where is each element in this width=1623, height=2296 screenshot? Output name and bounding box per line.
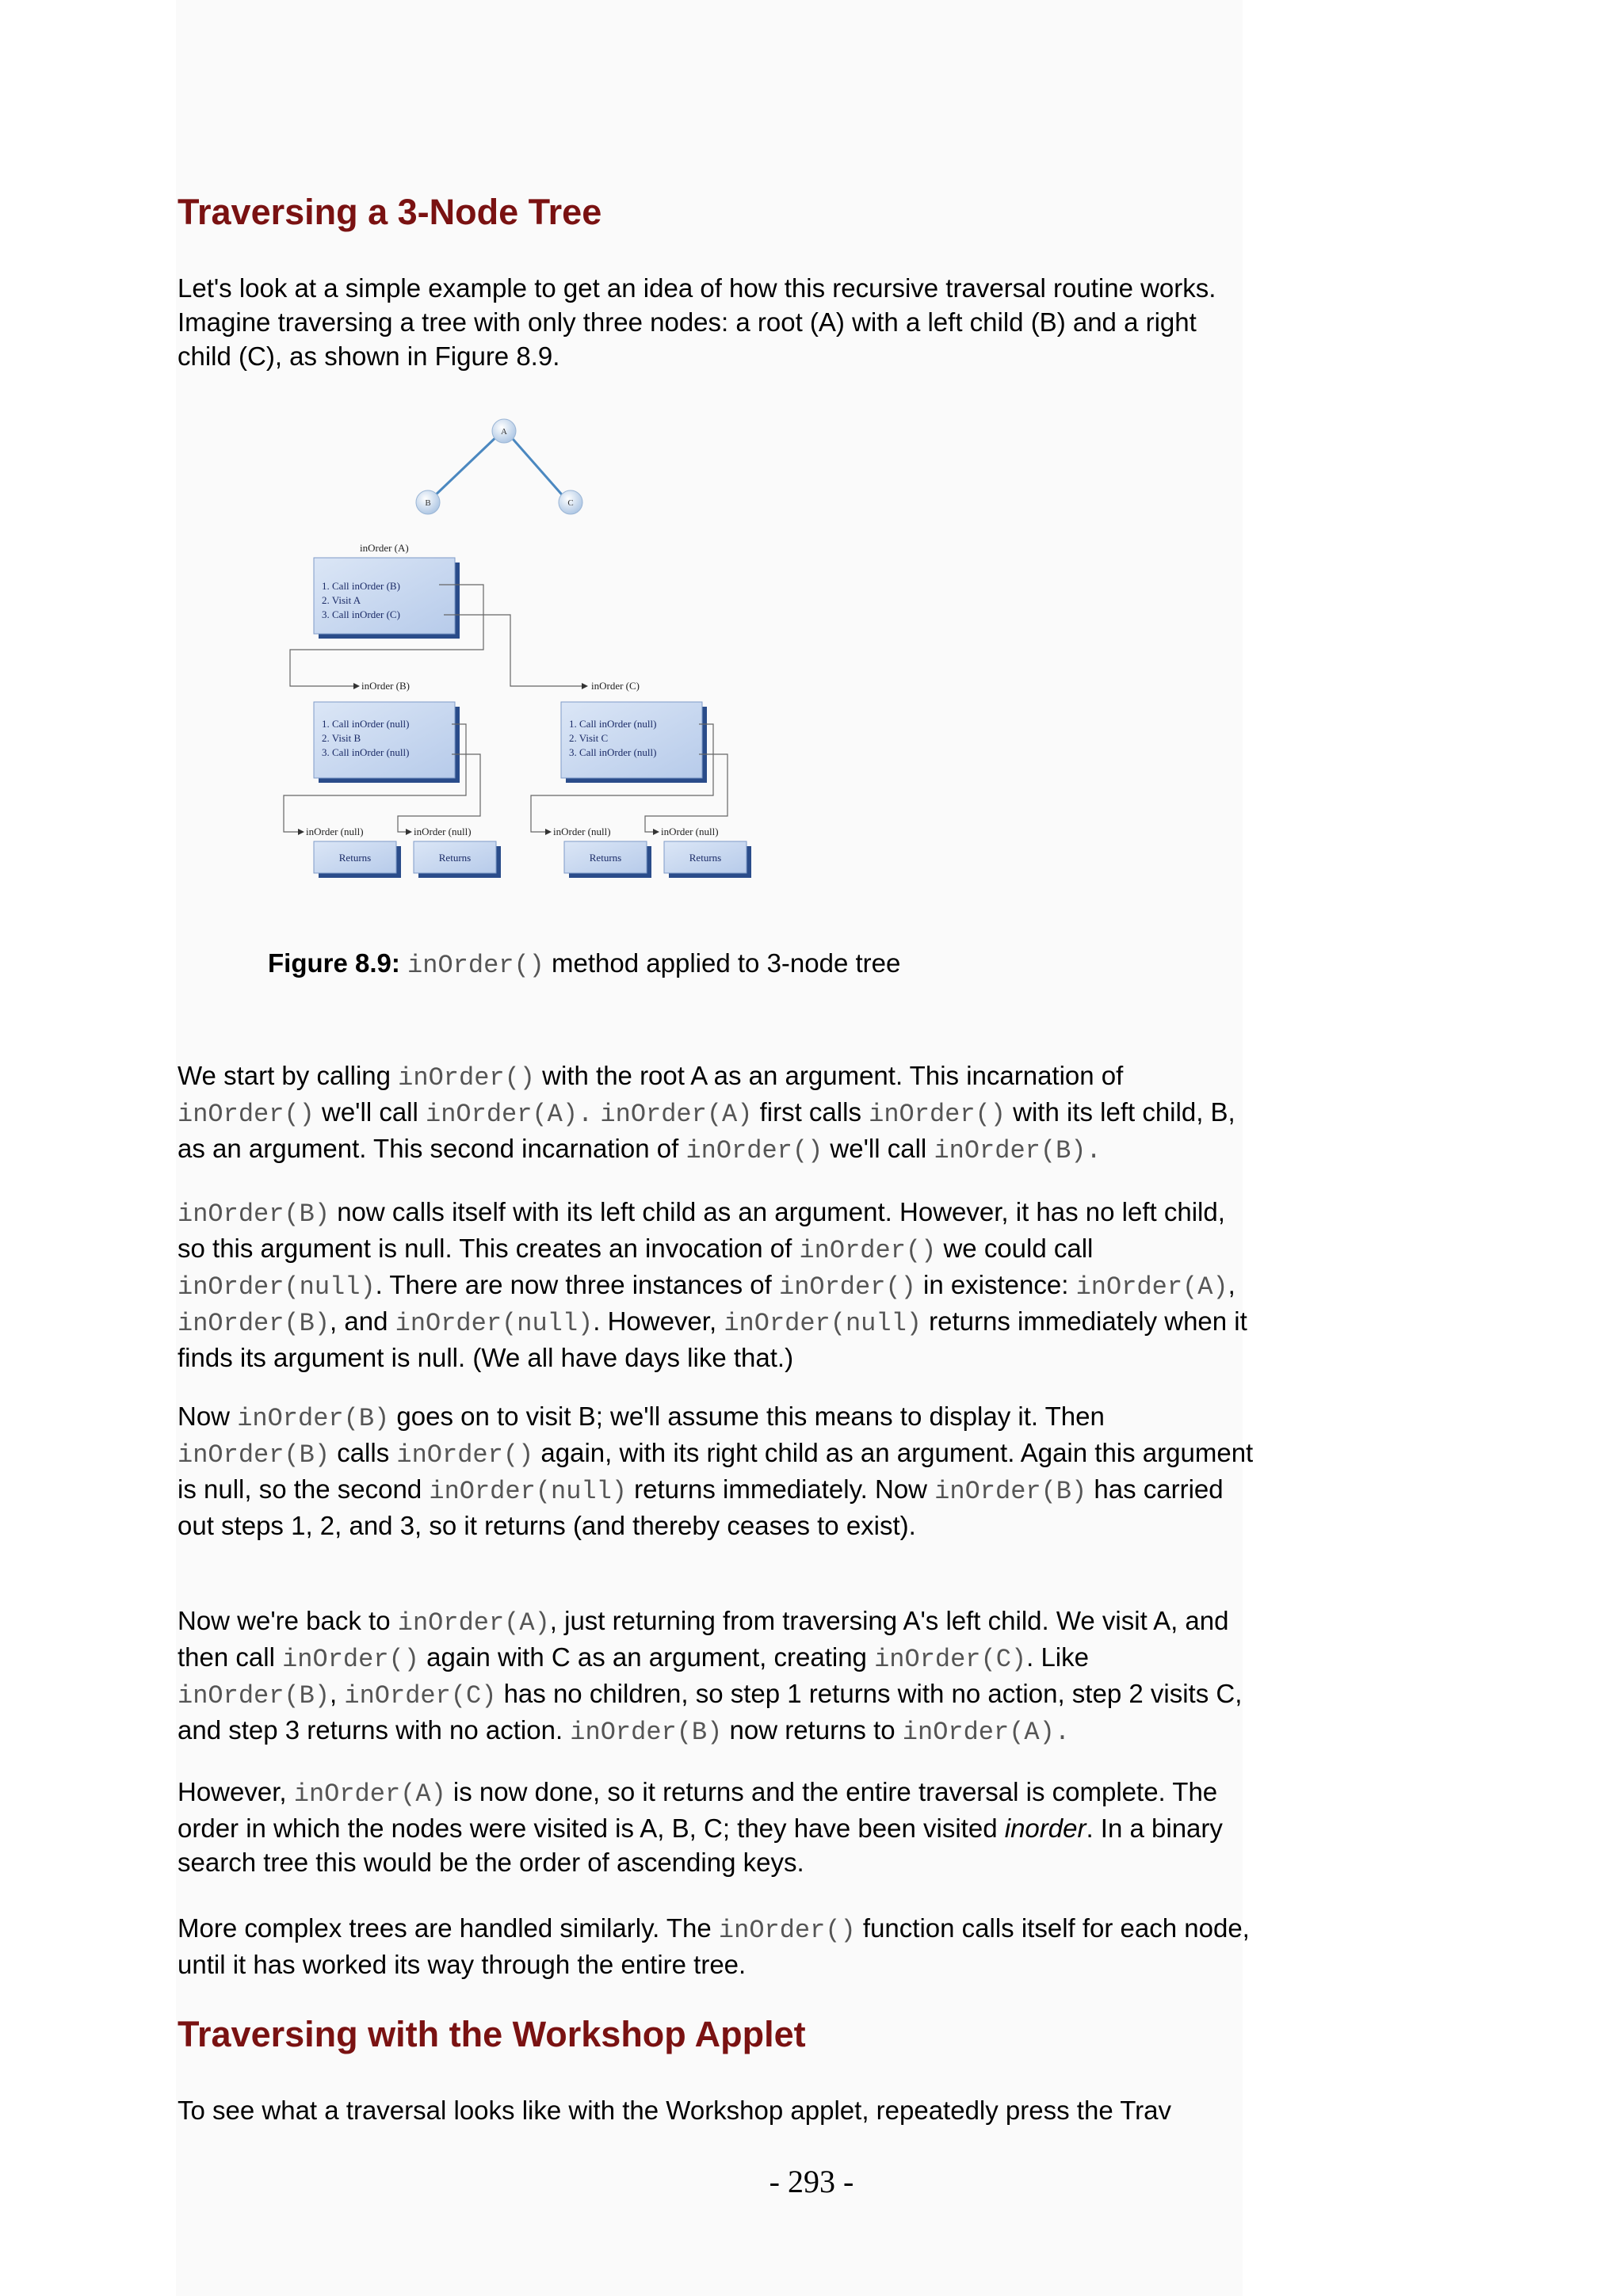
text: ,	[330, 1679, 345, 1708]
code: inOrder()	[282, 1645, 419, 1674]
returns-box-4	[664, 841, 751, 878]
text: returns immediately when it finds its argument is null. (We all have days like that.)	[178, 1306, 1247, 1372]
text: has carried out steps 1, 2, and 3, so it returns (and thereby ceases to exist).	[178, 1474, 1224, 1540]
text: function calls itself for each node, until it has worked its way through the entire tree.	[178, 1913, 1250, 1979]
node-b	[416, 490, 440, 514]
paragraph-3	[178, 1399, 1255, 1543]
paragraph-6	[178, 1911, 1255, 1981]
box-b-line-1: 1. Call inOrder (null)	[322, 718, 410, 730]
paragraph-2	[178, 1195, 1255, 1375]
text: calls	[330, 1438, 397, 1467]
text: Now we're back to	[178, 1606, 398, 1635]
code: inOrder(B)	[178, 1440, 330, 1470]
text: now returns to	[722, 1715, 903, 1745]
code: inOrder(B)	[570, 1718, 723, 1747]
returns-label-4: Returns	[689, 852, 722, 864]
text: goes on to visit B; we'll assume this means to display it. Then	[389, 1402, 1105, 1431]
code: inOrder()	[398, 1063, 535, 1093]
box-b-line-2: 2. Visit B	[322, 732, 361, 744]
code: inOrder(A).	[426, 1100, 594, 1129]
section-heading-workshop-applet: Traversing with the Workshop Applet	[178, 2014, 806, 2054]
node-a	[492, 419, 516, 443]
node-c-label: C	[567, 498, 574, 508]
code: inOrder()	[799, 1236, 937, 1265]
text: is now done, so it returns and the entire traversal is complete. The order in which the nodes were visited is A, B, C; they have been visited	[178, 1777, 1218, 1843]
text: . However,	[593, 1306, 724, 1336]
code: inOrder(C)	[874, 1645, 1027, 1674]
label-null-b-right: inOrder (null)	[414, 826, 472, 837]
paragraph-7	[178, 2093, 1255, 2127]
label-inorder-a: inOrder (A)	[360, 542, 409, 554]
page-number: - 293 -	[769, 2164, 854, 2199]
code: inOrder(B).	[934, 1136, 1102, 1165]
emphasis: inorder	[1004, 1814, 1086, 1843]
code: inOrder()	[396, 1440, 534, 1470]
node-b-label: B	[425, 498, 431, 508]
text: . Like	[1026, 1642, 1089, 1672]
caption-code: inOrder()	[407, 951, 544, 980]
paragraph-5	[178, 1775, 1255, 1879]
text: in existence:	[915, 1270, 1076, 1299]
text: with the root A as an argument. This incarnation of	[535, 1061, 1124, 1090]
text: we could call	[936, 1234, 1094, 1263]
label-null-c-right: inOrder (null)	[661, 826, 719, 837]
text: We start by calling	[178, 1061, 399, 1090]
label-null-b-left: inOrder (null)	[306, 826, 364, 837]
figure-caption	[268, 946, 900, 982]
label-inorder-c: inOrder (C)	[591, 680, 640, 692]
text: , and	[330, 1306, 395, 1336]
figure-8-9-diagram	[279, 396, 770, 903]
text: To see what a traversal looks like with the Workshop applet, repeatedly press the Trav	[178, 2096, 1172, 2125]
text: has no children, so step 1 returns with no action, step 2 visits C, and step 3 returns with no action.	[178, 1679, 1243, 1745]
code: inOrder(B)	[178, 1681, 330, 1711]
text: first calls	[752, 1097, 869, 1127]
code: inOrder(B)	[178, 1309, 330, 1338]
box-a-line-2: 2. Visit A	[322, 594, 361, 606]
label-inorder-b: inOrder (B)	[361, 680, 411, 692]
code: inOrder(A)	[600, 1100, 753, 1129]
code: inOrder(A)	[397, 1608, 550, 1638]
box-c-line-1: 1. Call inOrder (null)	[569, 718, 657, 730]
box-c-line-2: 2. Visit C	[569, 732, 609, 744]
code: inOrder(A).	[902, 1718, 1071, 1747]
returns-box-3	[564, 841, 651, 878]
code: inOrder()	[178, 1100, 315, 1129]
code: inOrder()	[778, 1272, 916, 1302]
code: inOrder(null)	[178, 1272, 376, 1302]
caption-text: method applied to 3-node tree	[552, 948, 901, 978]
paragraph-1	[178, 1058, 1255, 1168]
returns-box-1	[314, 841, 401, 878]
code: inOrder(A)	[293, 1779, 446, 1809]
label-null-c-left: inOrder (null)	[553, 826, 611, 837]
text: Now	[178, 1402, 238, 1431]
code: inOrder()	[718, 1916, 856, 1945]
returns-label-1: Returns	[338, 852, 372, 864]
code: inOrder(B)	[237, 1404, 390, 1433]
intro-text: Let's look at a simple example to get an idea of how this recursive traversal routine works. Imagine traversing a tree with only three nodes: a root (A) with a left child (B) and a right child (C), as shown in Figure 8.9.	[178, 273, 1216, 371]
code: inOrder(null)	[724, 1309, 922, 1338]
code: inOrder(null)	[395, 1309, 594, 1338]
code: inOrder(B)	[178, 1199, 330, 1229]
connector-a-to-c	[444, 615, 582, 686]
text: again with C as an argument, creating	[418, 1642, 875, 1672]
code: inOrder(B)	[934, 1477, 1087, 1506]
text: . There are now three instances of	[375, 1270, 779, 1299]
text: returns immediately. Now	[627, 1474, 935, 1504]
text: again, with its right child as an argument. Again this argument is null, so the second	[178, 1438, 1254, 1504]
code: inOrder(C)	[344, 1681, 497, 1711]
text: . In a binary search tree this would be the order of ascending keys.	[178, 1814, 1223, 1877]
box-a-line-1: 1. Call inOrder (B)	[322, 580, 400, 592]
node-a-label: A	[501, 427, 507, 437]
node-c	[559, 490, 582, 514]
text: However,	[178, 1777, 294, 1806]
box-c-line-3: 3. Call inOrder (null)	[569, 746, 657, 758]
box-b-line-3: 3. Call inOrder (null)	[322, 746, 410, 758]
box-a-line-3: 3. Call inOrder (C)	[322, 608, 400, 620]
code: inOrder(A)	[1075, 1272, 1228, 1302]
text: More complex trees are handled similarly. The	[178, 1913, 719, 1943]
edge-a-b	[431, 433, 501, 499]
text: now calls itself with its left child as an argument. However, it has no left child, so this argument is null. This creates an invocation of	[178, 1197, 1225, 1263]
text: ,	[1228, 1270, 1235, 1299]
returns-label-3: Returns	[589, 852, 622, 864]
text: with its left child, B, as an argument. This second incarnation of	[178, 1097, 1235, 1163]
code: inOrder()	[685, 1136, 823, 1165]
text: we'll call	[823, 1134, 934, 1163]
code: inOrder(null)	[429, 1477, 627, 1506]
edge-a-c	[507, 433, 566, 499]
paragraph-4	[178, 1604, 1255, 1749]
code: inOrder()	[869, 1100, 1006, 1129]
text: we'll call	[314, 1097, 426, 1127]
returns-label-2: Returns	[438, 852, 472, 864]
section-heading-3-node-tree: Traversing a 3-Node Tree	[178, 192, 602, 232]
returns-box-2	[414, 841, 501, 878]
text: , just returning from traversing A's left child. We visit A, and then call	[178, 1606, 1229, 1672]
intro-paragraph	[178, 271, 1255, 373]
caption-label: Figure 8.9:	[268, 948, 400, 978]
